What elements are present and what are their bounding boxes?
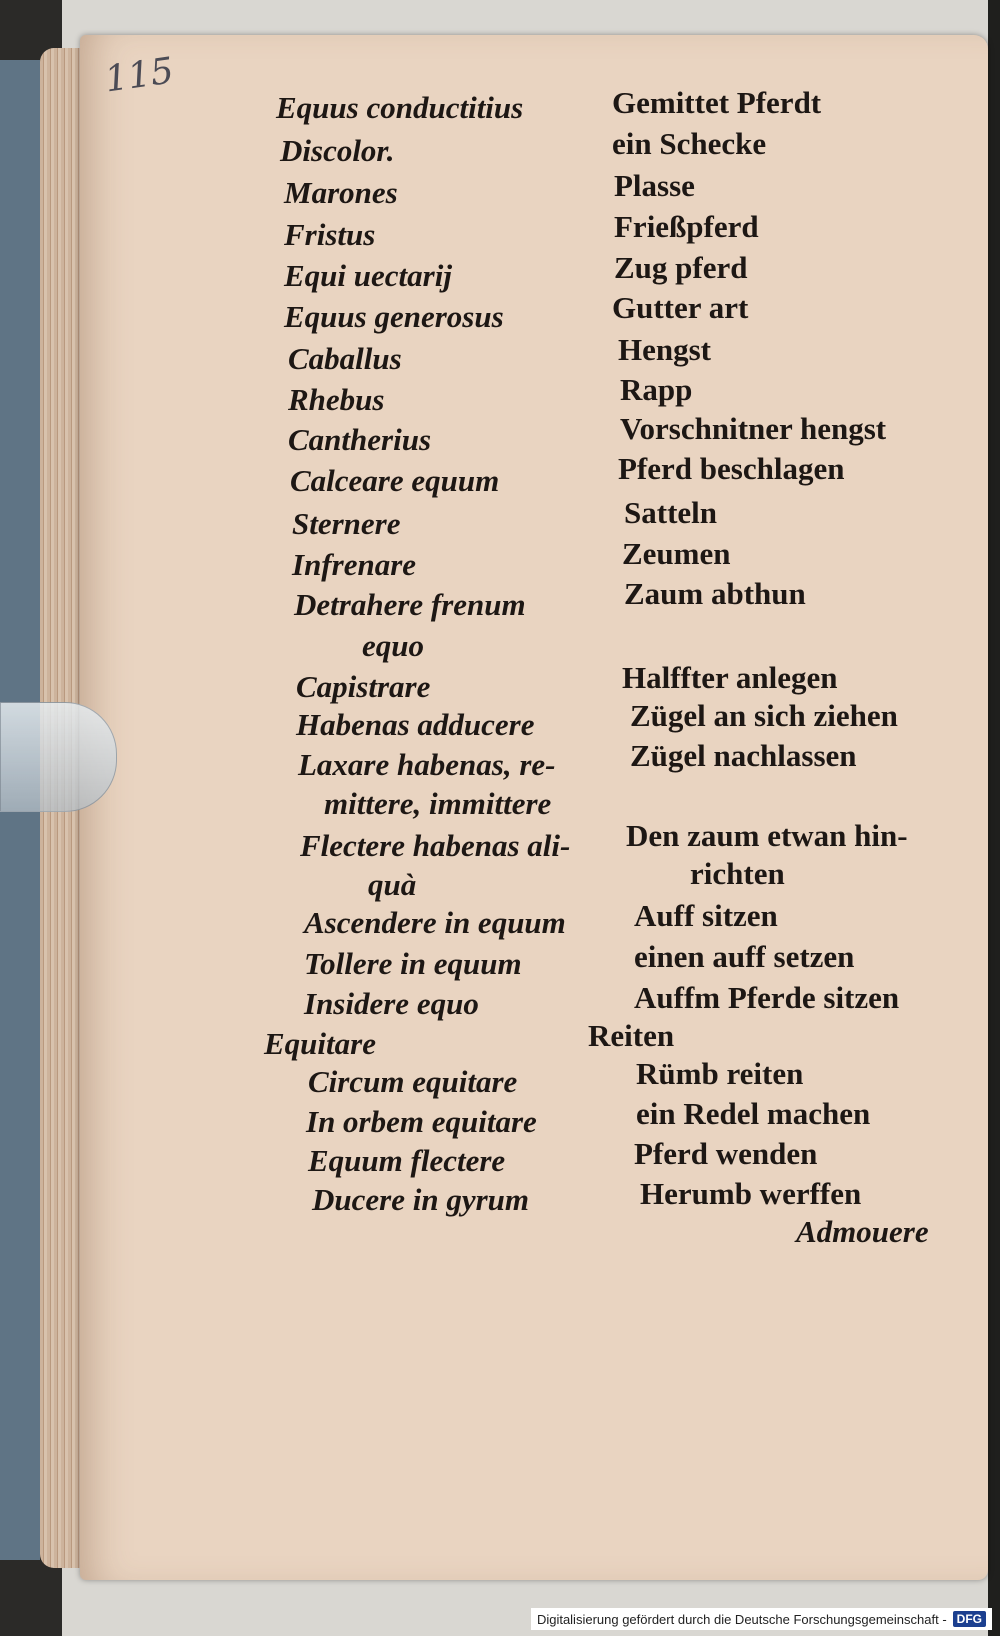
german-term: Zug pferd [614,250,748,285]
latin-term: In orbem equitare [306,1104,537,1139]
latin-term: Equi uectarij [284,258,452,293]
german-term: Zügel an sich ziehen [630,698,898,733]
latin-term: Rhebus [288,382,385,417]
german-term: Rümb reiten [636,1056,804,1091]
german-term: Zeumen [622,536,731,571]
latin-term: Calceare equum [290,463,500,498]
latin-term: Equum flectere [308,1143,506,1178]
german-term: Auffm Pferde sitzen [634,980,900,1015]
latin-term: Sternere [292,506,401,541]
german-term: Gemittet Pferdt [612,85,822,120]
german-term: ein Redel machen [636,1096,871,1131]
german-term: Gutter art [612,290,749,325]
german-term: Satteln [624,495,717,530]
german-term: Pferd wenden [634,1136,818,1171]
latin-term: Caballus [288,341,402,376]
german-term: Rapp [620,372,693,407]
latin-term: equo [362,628,424,663]
german-term: Plasse [614,168,695,203]
latin-term: Infrenare [292,547,417,582]
latin-term: quà [368,867,417,902]
german-term: Hengst [618,332,711,367]
latin-term: Circum equitare [308,1064,518,1099]
footer-attribution [531,1608,992,1630]
latin-term: Detrahere frenum [294,587,526,622]
german-term: Vorschnitner hengst [620,411,887,446]
german-term: Halffter anlegen [622,660,838,695]
latin-term: Cantherius [288,422,432,457]
latin-term: Tollere in equum [304,946,522,981]
german-term: Herumb werffen [640,1176,862,1211]
latin-term: Equus generosus [284,299,504,334]
latin-term: Insidere equo [304,986,479,1021]
dfg-logo: DFG [953,1611,986,1627]
page-number: 115 [102,50,177,101]
footer-text: Digitalisierung gefördert durch die Deutsche Forschungsgemeinschaft - [536,1611,947,1627]
latin-term: Ascendere in equum [304,905,566,940]
background-right [988,0,1000,1636]
latin-term: Laxare habenas, re- [298,747,556,782]
latin-term: Discolor. [280,133,395,168]
latin-term: Flectere habenas ali- [300,828,571,863]
german-term: Frießpferd [614,209,759,244]
latin-term: Fristus [284,217,376,252]
page-clip [0,702,117,812]
latin-term: mittere, immittere [324,786,552,821]
latin-term: Marones [284,175,398,210]
german-term: Auff sitzen [634,898,778,933]
latin-term: Equus conductitius [276,90,524,125]
latin-term: Habenas adducere [296,707,535,742]
german-term: Pferd beschlagen [618,451,845,486]
latin-term: Ducere in gyrum [312,1182,529,1217]
german-term: einen auff setzen [634,939,855,974]
german-term: Zügel nachlassen [630,738,857,773]
german-term: richten [690,856,785,891]
german-term: Reiten [588,1018,675,1053]
latin-term: Capistrare [296,669,431,704]
german-term: Den zaum etwan hin- [626,818,908,853]
german-term: Zaum abthun [624,576,806,611]
latin-term: Equitare [264,1026,376,1061]
german-term: ein Schecke [612,126,767,161]
catchword: Admouere [796,1214,929,1249]
